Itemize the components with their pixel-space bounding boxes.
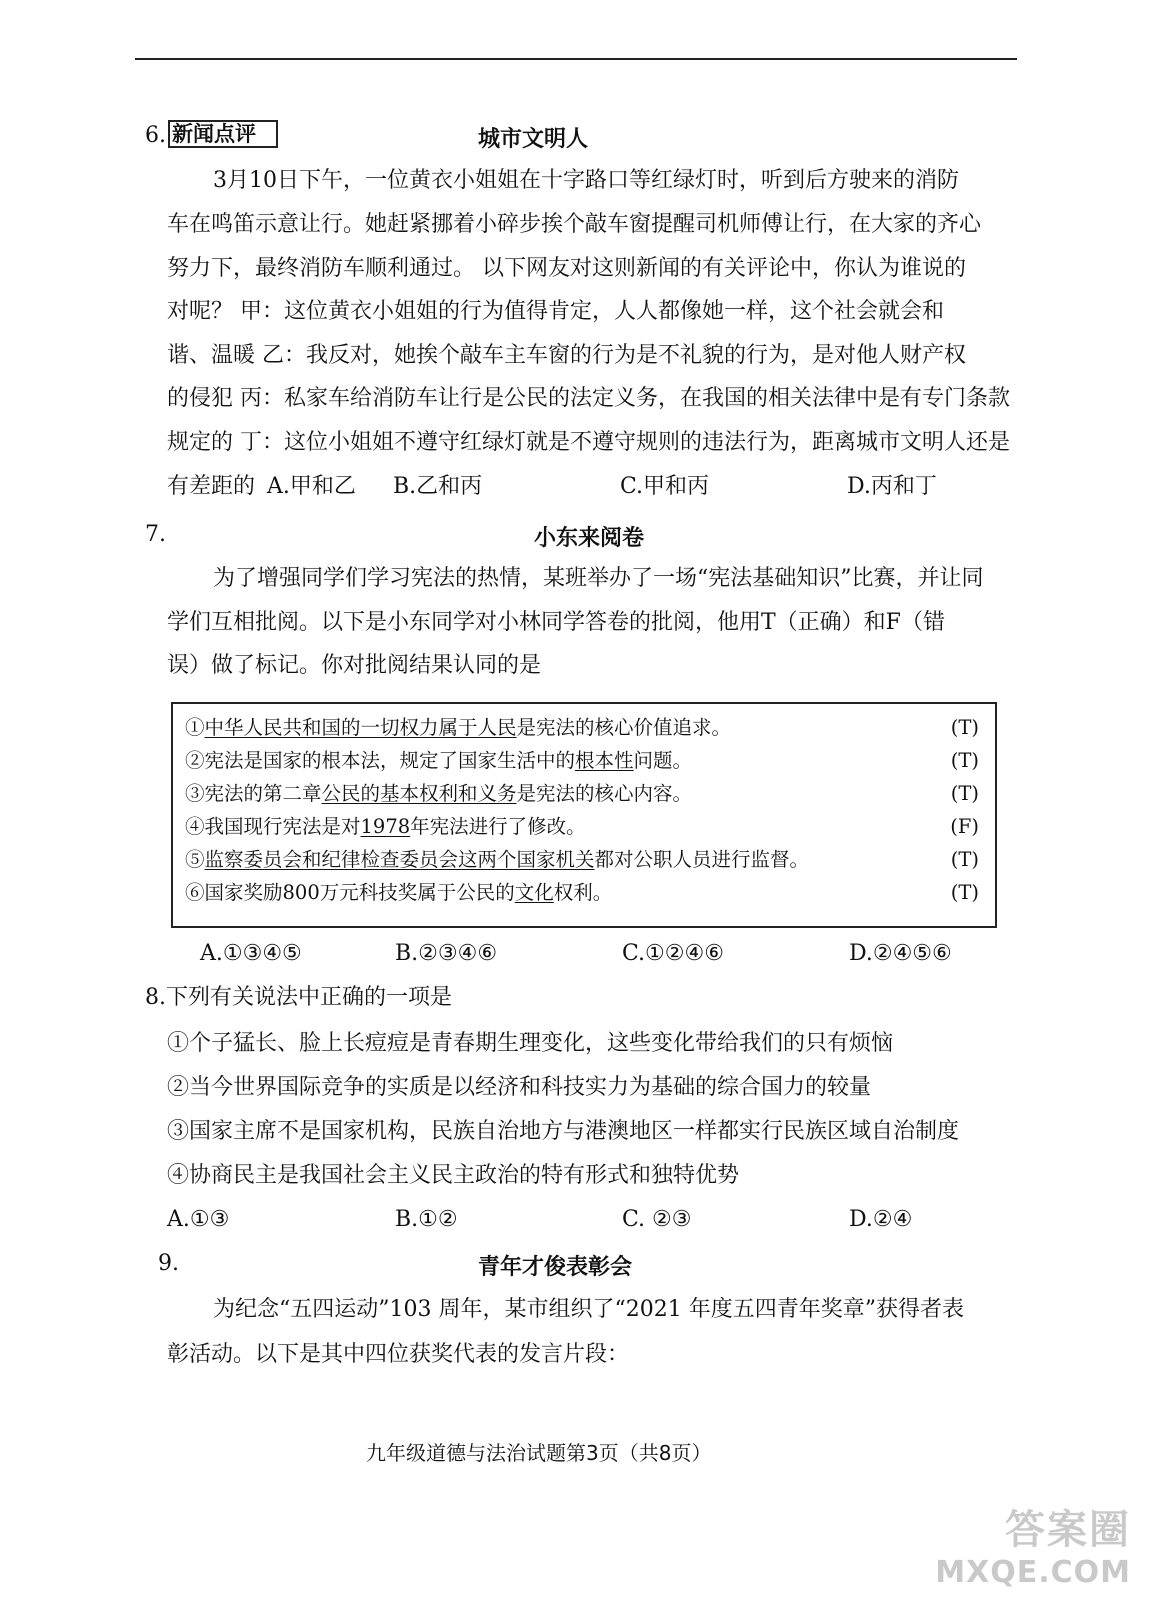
q6-option-d: D.丙和丁: [847, 474, 937, 499]
q7-line-1: 为了增强同学们学习宪法的热情，某班举办了一场“宪法基础知识”比赛，并让同: [213, 566, 984, 591]
watermark-url: MXQE.COM: [935, 1555, 1131, 1590]
q6-line-1: 3月10日下午，一位黄衣小姐姐在十字路口等红绿灯时，听到后方驶来的消防: [213, 168, 959, 193]
q6-number: 6.: [145, 123, 166, 148]
q7-option-c: C.①②④⑥: [622, 941, 724, 966]
q6-tag: 新闻点评: [168, 120, 278, 148]
q6-last-prefix: 有差距的: [167, 474, 256, 499]
q7-answer-box: [171, 702, 997, 928]
q8-stem: 8.下列有关说法中正确的一项是: [145, 985, 452, 1010]
top-rule: [135, 58, 1017, 60]
page-footer: 九年级道德与法治试题第3页（共8页）: [366, 1441, 712, 1465]
box-mark: (T): [950, 716, 979, 739]
q7-option-b: B.②③④⑥: [395, 941, 498, 966]
q8-option-b: B.①②: [395, 1207, 458, 1232]
q6-line-3: 努力下，最终消防车顺利通过。 以下网友对这则新闻的有关评论中，你认为谁说的: [167, 256, 966, 281]
q6-option-a: A.甲和乙: [267, 474, 356, 499]
q6-line-7: 规定的 丁：这位小姐姐不遵守红绿灯就是不遵守规则的违法行为，距离城市文明人还是: [167, 430, 1010, 455]
q8-option-d: D.②④: [849, 1207, 913, 1232]
q6-option-c: C.甲和丙: [620, 474, 710, 499]
q6-option-b: B.乙和丙: [393, 474, 483, 499]
q8-option-a: A.①③: [167, 1207, 230, 1232]
box-item: ②宪法是国家的根本法，规定了国家生活中的根本性问题。: [185, 749, 693, 772]
q7-line-3: 误）做了标记。你对批阅结果认同的是: [167, 653, 542, 678]
box-item: ⑥国家奖励800万元科技奖属于公民的文化权利。: [185, 881, 613, 904]
box-mark: (T): [950, 881, 979, 904]
q7-option-a: A.①③④⑤: [200, 941, 302, 966]
q6-line-5: 谐、温暖 乙：我反对，她挨个敲车主车窗的行为是不礼貌的行为，是对他人财产权: [167, 343, 966, 368]
watermark-logo: 答案圈: [1005, 1507, 1131, 1553]
box-item: ④我国现行宪法是对1978年宪法进行了修改。: [185, 815, 586, 838]
q6-line-4: 对呢？ 甲：这位黄衣小姐姐的行为值得肯定，人人都像她一样，这个社会就会和: [167, 299, 944, 324]
q9-number: 9.: [158, 1251, 179, 1276]
box-mark: (T): [950, 749, 979, 772]
q7-line-2: 学们互相批阅。以下是小东同学对小林同学答卷的批阅，他用T（正确）和F（错: [167, 610, 945, 635]
q8-item-2: ②当今世界国际竞争的实质是以经济和科技实力为基础的综合国力的较量: [167, 1075, 872, 1100]
watermark: [935, 1498, 1131, 1590]
q9-line-2: 彰活动。以下是其中四位获奖代表的发言片段：: [167, 1342, 630, 1367]
q8-item-3: ③国家主席不是国家机构，民族自治地方与港澳地区一样都实行民族区域自治制度: [167, 1119, 960, 1144]
q6-title: 城市文明人: [478, 127, 589, 152]
q8-item-4: ④协商民主是我国社会主义民主政治的特有形式和独特优势: [167, 1163, 740, 1188]
q7-number: 7.: [145, 522, 166, 547]
box-item: ①中华人民共和国的一切权力属于人民是宪法的核心价值追求。: [185, 716, 732, 739]
q8-item-1: ①个子猛长、脸上长痘痘是青春期生理变化，这些变化带给我们的只有烦恼: [167, 1031, 894, 1056]
q8-option-c: C. ②③: [622, 1207, 692, 1232]
q9-line-1: 为纪念“五四运动”103 周年，某市组织了“2021 年度五四青年奖章”获得者表: [213, 1297, 964, 1322]
q9-title: 青年才俊表彰会: [478, 1255, 633, 1280]
box-mark: (T): [950, 782, 979, 805]
q6-line-2: 车在鸣笛示意让行。她赶紧挪着小碎步挨个敲车窗提醒司机师傅让行，在大家的齐心: [167, 212, 982, 237]
box-item: ⑤监察委员会和纪律检查委员会这两个国家机关都对公职人员进行监督。: [185, 848, 810, 871]
box-mark: (T): [950, 848, 979, 871]
box-item: ③宪法的第二章公民的基本权利和义务是宪法的核心内容。: [185, 782, 693, 805]
box-mark: (F): [950, 815, 979, 838]
q7-title: 小东来阅卷: [534, 526, 645, 551]
q6-line-6: 的侵犯 丙：私家车给消防车让行是公民的法定义务，在我国的相关法律中是有专门条款: [167, 386, 1010, 411]
q7-option-d: D.②④⑤⑥: [849, 941, 952, 966]
